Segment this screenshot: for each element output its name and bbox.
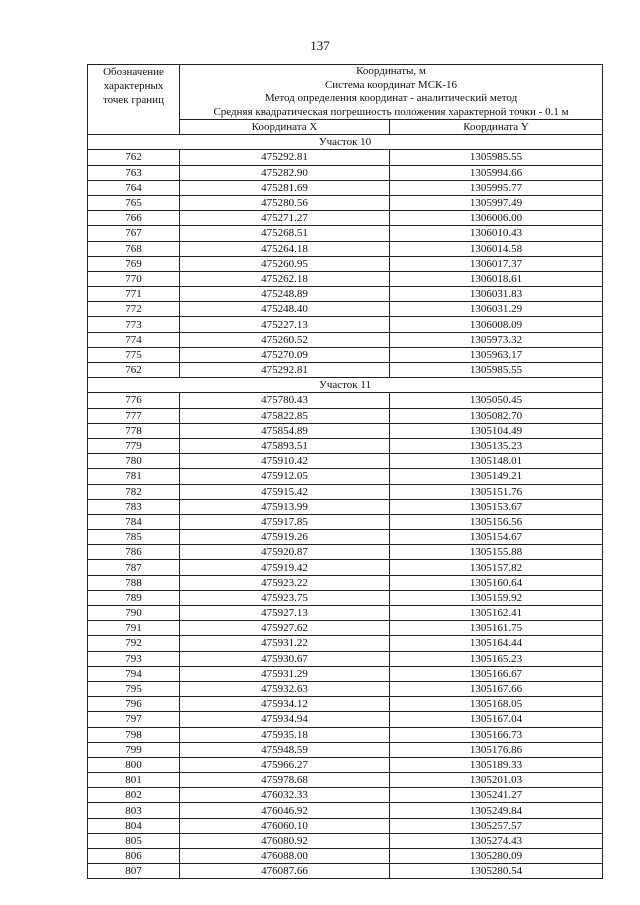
coordinate-x-cell: 475910.42 (180, 454, 390, 469)
coordinates-header-line: Система координат МСК-16 (324, 78, 458, 91)
coordinate-y-cell: 1305157.82 (390, 560, 603, 575)
coordinates-header (180, 65, 603, 120)
coordinate-y-cell: 1305154.67 (390, 530, 603, 545)
coordinate-x-cell: 475923.22 (180, 575, 390, 590)
coordinate-y-cell: 1305151.76 (390, 484, 603, 499)
coordinate-y-cell: 1305274.43 (390, 833, 603, 848)
table-row (88, 681, 603, 696)
coordinate-x-cell: 475780.43 (180, 393, 390, 408)
page-number: 137 (310, 38, 330, 53)
coordinate-y-cell: 1305167.66 (390, 681, 603, 696)
coordinates-header-line: Метод определения координат - аналитический метод (264, 92, 518, 104)
point-id-cell: 789 (88, 590, 180, 605)
coordinate-y-cell: 1305997.49 (390, 195, 603, 210)
coordinate-x-cell: 475271.27 (180, 211, 390, 226)
coordinate-x-cell: 475893.51 (180, 438, 390, 453)
column-header-x: Координата X (180, 120, 390, 135)
section-title: Участок 10 (88, 135, 603, 150)
table-row (88, 514, 603, 529)
coordinate-x-cell: 475935.18 (180, 727, 390, 742)
point-id-cell: 775 (88, 347, 180, 362)
point-id-cell: 784 (88, 514, 180, 529)
point-id-cell: 771 (88, 287, 180, 302)
point-id-cell: 763 (88, 165, 180, 180)
point-id-cell: 764 (88, 180, 180, 195)
coordinate-x-cell: 475931.22 (180, 636, 390, 651)
coordinate-x-cell: 476088.00 (180, 849, 390, 864)
coordinate-y-cell: 1305160.64 (390, 575, 603, 590)
coordinate-y-cell: 1305201.03 (390, 773, 603, 788)
coordinate-x-cell: 475923.75 (180, 590, 390, 605)
table-row (88, 575, 603, 590)
table-header-row (88, 65, 603, 120)
coordinate-y-cell: 1306008.09 (390, 317, 603, 332)
coordinate-x-cell: 475932.63 (180, 681, 390, 696)
point-id-cell: 786 (88, 545, 180, 560)
point-id-cell: 803 (88, 803, 180, 818)
table-row (88, 150, 603, 165)
coordinate-x-cell: 476046.92 (180, 803, 390, 818)
coordinate-y-cell: 1305176.86 (390, 742, 603, 757)
point-id-cell: 779 (88, 438, 180, 453)
point-id-cell: 768 (88, 241, 180, 256)
coordinate-y-cell: 1305280.09 (390, 849, 603, 864)
coordinate-x-cell: 475927.13 (180, 606, 390, 621)
table-row (88, 621, 603, 636)
coordinate-y-cell: 1305050.45 (390, 393, 603, 408)
coordinate-x-cell: 475248.89 (180, 287, 390, 302)
coordinate-y-cell: 1305166.73 (390, 727, 603, 742)
coordinate-y-cell: 1305155.88 (390, 545, 603, 560)
table-row (88, 256, 603, 271)
coordinate-y-cell: 1305149.21 (390, 469, 603, 484)
coordinate-x-cell: 475930.67 (180, 651, 390, 666)
table-row (88, 241, 603, 256)
point-id-cell: 776 (88, 393, 180, 408)
table-row (88, 302, 603, 317)
table-row (88, 590, 603, 605)
coordinate-x-cell: 475934.94 (180, 712, 390, 727)
coordinate-y-cell: 1305168.05 (390, 697, 603, 712)
point-id-cell: 799 (88, 742, 180, 757)
table-row (88, 484, 603, 499)
coordinate-y-cell: 1306010.43 (390, 226, 603, 241)
coordinate-y-cell: 1305153.67 (390, 499, 603, 514)
coordinate-y-cell: 1305165.23 (390, 651, 603, 666)
table-row (88, 438, 603, 453)
coordinate-x-cell: 475931.29 (180, 666, 390, 681)
coordinate-y-cell: 1305156.56 (390, 514, 603, 529)
coordinate-y-cell: 1305995.77 (390, 180, 603, 195)
coordinate-y-cell: 1305963.17 (390, 347, 603, 362)
coordinate-x-cell: 475280.56 (180, 195, 390, 210)
point-id-cell: 773 (88, 317, 180, 332)
point-id-cell: 788 (88, 575, 180, 590)
point-id-cell: 781 (88, 469, 180, 484)
coordinate-x-cell: 475248.40 (180, 302, 390, 317)
table-row (88, 211, 603, 226)
coordinate-y-cell: 1305249.84 (390, 803, 603, 818)
table-row (88, 317, 603, 332)
coordinate-y-cell: 1305148.01 (390, 454, 603, 469)
table-row (88, 803, 603, 818)
section-title-row (88, 378, 603, 393)
coordinate-x-cell: 475920.87 (180, 545, 390, 560)
coordinate-x-cell: 475854.89 (180, 423, 390, 438)
point-id-cell: 796 (88, 697, 180, 712)
table-row (88, 560, 603, 575)
point-id-cell: 769 (88, 256, 180, 271)
point-id-cell: 793 (88, 651, 180, 666)
table-row (88, 788, 603, 803)
coordinate-x-cell: 475292.81 (180, 363, 390, 378)
point-id-cell: 762 (88, 363, 180, 378)
coordinate-y-cell: 1305104.49 (390, 423, 603, 438)
point-id-cell: 785 (88, 530, 180, 545)
point-id-cell: 765 (88, 195, 180, 210)
coordinate-y-cell: 1306018.61 (390, 271, 603, 286)
coordinate-y-cell: 1305162.41 (390, 606, 603, 621)
coordinate-x-cell: 476060.10 (180, 818, 390, 833)
point-id-cell: 787 (88, 560, 180, 575)
point-id-cell: 806 (88, 849, 180, 864)
point-id-cell: 802 (88, 788, 180, 803)
coordinates-table (87, 64, 603, 879)
coordinate-y-cell: 1305189.33 (390, 757, 603, 772)
coordinate-x-cell: 475919.42 (180, 560, 390, 575)
point-id-cell: 767 (88, 226, 180, 241)
table-row (88, 332, 603, 347)
coordinate-y-cell: 1305082.70 (390, 408, 603, 423)
coordinate-y-cell: 1305985.55 (390, 150, 603, 165)
table-row (88, 666, 603, 681)
coordinate-y-cell: 1306006.00 (390, 211, 603, 226)
point-id-cell: 774 (88, 332, 180, 347)
point-id-cell: 783 (88, 499, 180, 514)
coordinate-x-cell: 475917.85 (180, 514, 390, 529)
table-row (88, 226, 603, 241)
point-id-cell: 800 (88, 757, 180, 772)
point-id-cell: 791 (88, 621, 180, 636)
point-id-cell: 762 (88, 150, 180, 165)
table-row (88, 833, 603, 848)
point-id-cell: 782 (88, 484, 180, 499)
table-row (88, 195, 603, 210)
coordinate-x-cell: 475966.27 (180, 757, 390, 772)
table-row (88, 651, 603, 666)
coordinate-y-cell: 1305985.55 (390, 363, 603, 378)
coordinate-x-cell: 475262.18 (180, 271, 390, 286)
point-id-cell: 794 (88, 666, 180, 681)
point-id-cell: 772 (88, 302, 180, 317)
table-row (88, 454, 603, 469)
table-row (88, 469, 603, 484)
coordinates-header-line: Средняя квадратическая погрешность положения характерной точки - 0.1 м (213, 105, 569, 118)
coordinate-y-cell: 1305280.54 (390, 864, 603, 879)
coordinate-x-cell: 475934.12 (180, 697, 390, 712)
point-id-cell: 801 (88, 773, 180, 788)
point-label-header: Обозначение характерных точек границ (88, 65, 180, 135)
coordinate-y-cell: 1305257.57 (390, 818, 603, 833)
table-row (88, 393, 603, 408)
point-id-cell: 805 (88, 833, 180, 848)
point-id-cell: 790 (88, 606, 180, 621)
point-id-cell: 797 (88, 712, 180, 727)
point-id-cell: 778 (88, 423, 180, 438)
table-row (88, 408, 603, 423)
table-row (88, 849, 603, 864)
coordinate-y-cell: 1305166.67 (390, 666, 603, 681)
table-row (88, 271, 603, 286)
section-title-row (88, 135, 603, 150)
point-id-cell: 766 (88, 211, 180, 226)
table-row (88, 180, 603, 195)
coordinate-x-cell: 475822.85 (180, 408, 390, 423)
table-row (88, 864, 603, 879)
table-row (88, 773, 603, 788)
coordinate-x-cell: 475260.52 (180, 332, 390, 347)
table-row (88, 712, 603, 727)
table-row (88, 287, 603, 302)
coordinate-y-cell: 1306014.58 (390, 241, 603, 256)
coordinate-y-cell: 1305164.44 (390, 636, 603, 651)
coordinate-x-cell: 475912.05 (180, 469, 390, 484)
table-row (88, 757, 603, 772)
coordinate-y-cell: 1305241.27 (390, 788, 603, 803)
coordinate-y-cell: 1306031.83 (390, 287, 603, 302)
coordinate-x-cell: 475927.62 (180, 621, 390, 636)
table-row (88, 423, 603, 438)
table-row (88, 818, 603, 833)
coordinate-x-cell: 475978.68 (180, 773, 390, 788)
coordinate-x-cell: 475270.09 (180, 347, 390, 362)
coordinate-x-cell: 475227.13 (180, 317, 390, 332)
table-row (88, 606, 603, 621)
table-row (88, 499, 603, 514)
coordinate-x-cell: 475913.99 (180, 499, 390, 514)
coordinate-y-cell: 1305135.23 (390, 438, 603, 453)
point-id-cell: 770 (88, 271, 180, 286)
coordinate-y-cell: 1306031.29 (390, 302, 603, 317)
coordinate-x-cell: 475260.95 (180, 256, 390, 271)
coordinate-x-cell: 475919.26 (180, 530, 390, 545)
coordinate-x-cell: 475292.81 (180, 150, 390, 165)
coordinates-header-line: Координаты, м (356, 65, 426, 77)
coordinates-table-body (88, 65, 603, 879)
table-row (88, 545, 603, 560)
coordinate-x-cell: 476032.33 (180, 788, 390, 803)
table-row (88, 363, 603, 378)
coordinate-x-cell: 475915.42 (180, 484, 390, 499)
table-row (88, 347, 603, 362)
coordinate-x-cell: 475264.18 (180, 241, 390, 256)
coordinate-y-cell: 1306017.37 (390, 256, 603, 271)
coordinate-y-cell: 1305161.75 (390, 621, 603, 636)
coordinate-x-cell: 476080.92 (180, 833, 390, 848)
coordinate-y-cell: 1305167.04 (390, 712, 603, 727)
coordinate-x-cell: 475268.51 (180, 226, 390, 241)
table-row (88, 636, 603, 651)
point-id-cell: 780 (88, 454, 180, 469)
table-row (88, 165, 603, 180)
table-row (88, 697, 603, 712)
coordinate-x-cell: 475281.69 (180, 180, 390, 195)
coordinate-x-cell: 475282.90 (180, 165, 390, 180)
coordinate-y-cell: 1305973.32 (390, 332, 603, 347)
point-id-cell: 792 (88, 636, 180, 651)
column-header-y: Координата Y (390, 120, 603, 135)
coordinate-x-cell: 475948.59 (180, 742, 390, 757)
point-id-cell: 804 (88, 818, 180, 833)
coordinate-y-cell: 1305159.92 (390, 590, 603, 605)
point-id-cell: 777 (88, 408, 180, 423)
coordinate-y-cell: 1305994.66 (390, 165, 603, 180)
point-id-cell: 807 (88, 864, 180, 879)
table-row (88, 742, 603, 757)
coordinate-x-cell: 476087.66 (180, 864, 390, 879)
point-id-cell: 798 (88, 727, 180, 742)
point-id-cell: 795 (88, 681, 180, 696)
table-row (88, 530, 603, 545)
section-title: Участок 11 (88, 378, 603, 393)
table-row (88, 727, 603, 742)
